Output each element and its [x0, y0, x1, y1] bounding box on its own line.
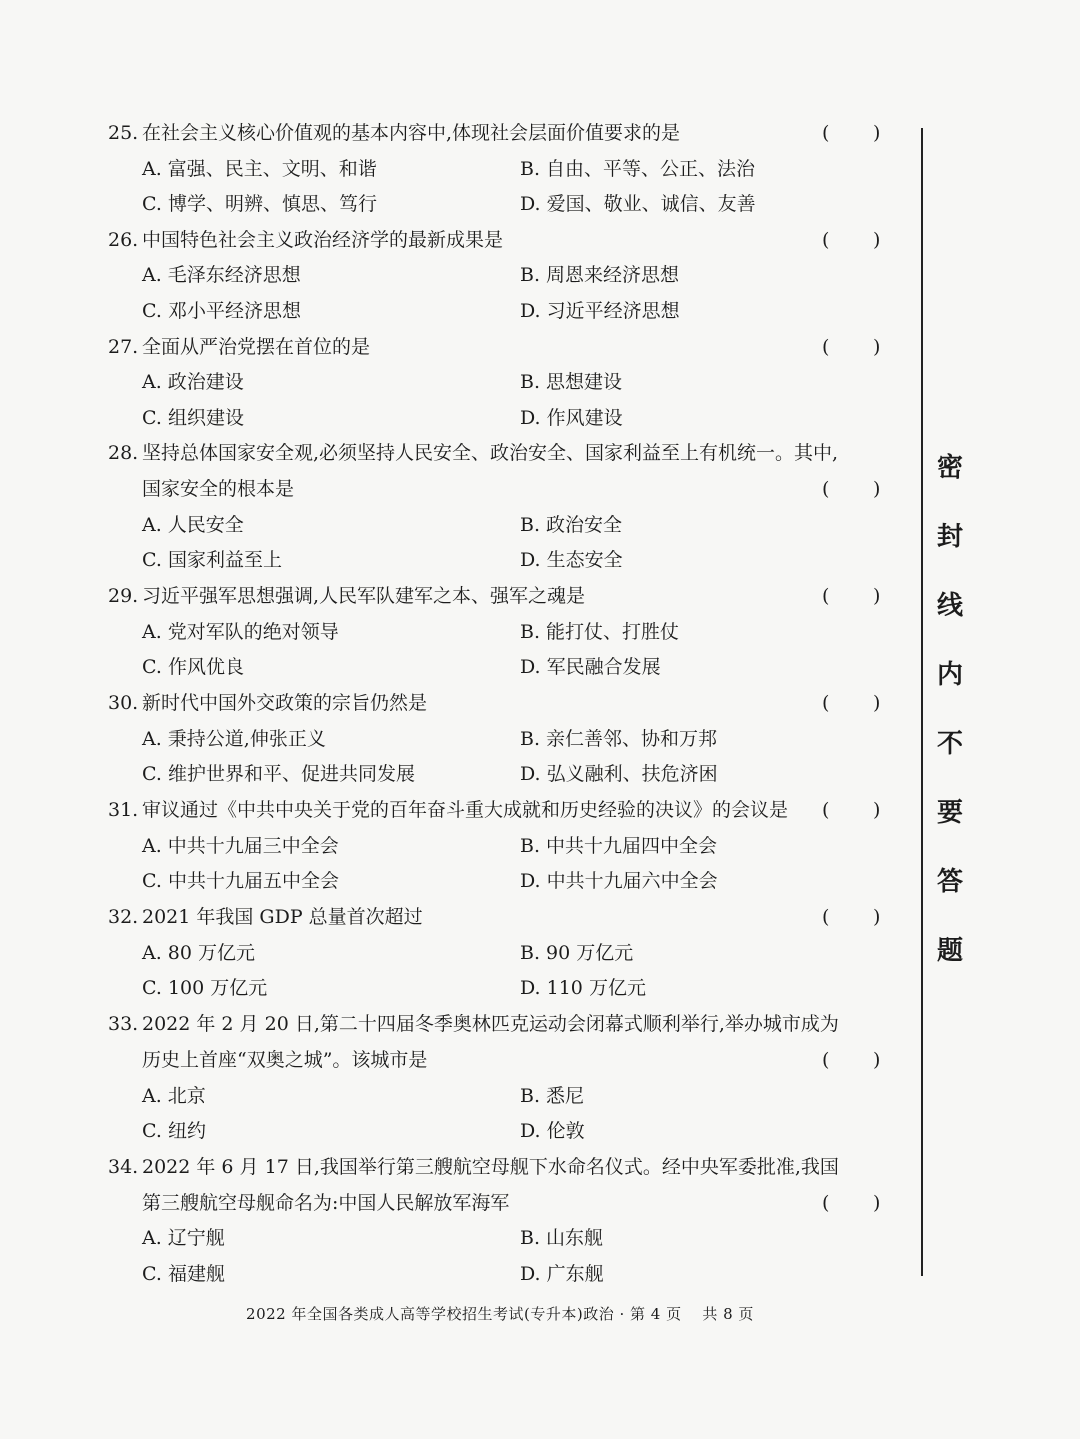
option-b: B. 周恩来经济思想	[520, 264, 680, 286]
option-d: D. 爱国、敬业、诚信、友善	[520, 193, 756, 215]
option-d: D. 军民融合发展	[520, 656, 661, 678]
question-32	[0, 899, 920, 935]
answer-paren-open: (	[822, 336, 830, 358]
options-row	[0, 863, 920, 899]
question-stem: 习近平强军思想强调,人民军队建军之本、强军之魂是	[142, 585, 586, 607]
question-28-cont	[0, 471, 920, 507]
option-b: B. 思想建设	[520, 371, 623, 393]
options-row	[0, 257, 920, 293]
option-b: B. 亲仁善邻、协和万邦	[520, 728, 718, 750]
option-a: A. 80 万亿元	[142, 942, 256, 964]
question-number: 27.	[108, 336, 139, 358]
question-25	[0, 115, 920, 151]
answer-paren-close: )	[873, 906, 881, 928]
option-b: B. 自由、平等、公正、法治	[520, 158, 756, 180]
answer-paren-close: )	[873, 799, 881, 821]
answer-paren-open: (	[822, 122, 830, 144]
question-33	[0, 1006, 920, 1042]
question-number: 33.	[108, 1013, 139, 1035]
seal-char: 答	[936, 867, 963, 897]
question-34-cont	[0, 1185, 920, 1221]
options-row	[0, 828, 920, 864]
answer-paren-close: )	[873, 229, 881, 251]
options-row	[0, 400, 920, 436]
seal-char: 内	[936, 660, 963, 690]
question-31	[0, 792, 920, 828]
options-row	[0, 507, 920, 543]
option-c: C. 福建舰	[142, 1263, 225, 1285]
options-row	[0, 364, 920, 400]
question-number: 31.	[108, 799, 139, 821]
question-number: 32.	[108, 906, 139, 928]
option-d: D. 习近平经济思想	[520, 300, 680, 322]
question-number: 29.	[108, 585, 139, 607]
option-a: A. 北京	[142, 1085, 206, 1107]
answer-paren-open: (	[822, 1192, 830, 1214]
seal-char: 密	[936, 453, 963, 483]
options-row	[0, 935, 920, 971]
question-stem: 审议通过《中共中央关于党的百年奋斗重大成就和历史经验的决议》的会议是	[142, 799, 789, 821]
question-number: 25.	[108, 122, 139, 144]
answer-paren-open: (	[822, 692, 830, 714]
seal-line-divider	[921, 128, 923, 1276]
option-d: D. 广东舰	[520, 1263, 604, 1285]
seal-char: 题	[936, 936, 963, 966]
option-c: C. 作风优良	[142, 656, 244, 678]
question-stem: 坚持总体国家安全观,必须坚持人民安全、政治安全、国家利益至上有机统一。其中,	[142, 442, 839, 464]
option-b: B. 悉尼	[520, 1085, 585, 1107]
answer-paren-open: (	[822, 1049, 830, 1071]
option-b: B. 能打仗、打胜仗	[520, 621, 680, 643]
option-d: D. 110 万亿元	[520, 977, 646, 999]
options-row	[0, 970, 920, 1006]
answer-paren-open: (	[822, 229, 830, 251]
option-d: D. 伦敦	[520, 1120, 585, 1142]
option-a: A. 人民安全	[142, 514, 244, 536]
answer-paren-close: )	[873, 585, 881, 607]
option-b: B. 山东舰	[520, 1227, 604, 1249]
option-b: B. 中共十九届四中全会	[520, 835, 718, 857]
option-a: A. 中共十九届三中全会	[142, 835, 339, 857]
seal-text	[930, 448, 970, 1000]
answer-paren-open: (	[822, 585, 830, 607]
option-d: D. 弘义融利、扶危济困	[520, 763, 718, 785]
question-stem-cont: 第三艘航空母舰命名为:中国人民解放军海军	[142, 1192, 510, 1214]
question-28	[0, 435, 920, 471]
question-26	[0, 222, 920, 258]
option-c: C. 纽约	[142, 1120, 206, 1142]
question-stem: 2022 年 2 月 20 日,第二十四届冬季奥林匹克运动会闭幕式顺利举行,举办城市成为	[142, 1013, 839, 1035]
option-c: C. 国家利益至上	[142, 549, 282, 571]
option-d: D. 作风建设	[520, 407, 623, 429]
answer-paren-open: (	[822, 906, 830, 928]
options-row	[0, 542, 920, 578]
option-a: A. 富强、民主、文明、和谐	[142, 158, 377, 180]
option-a: A. 秉持公道,伸张正义	[142, 728, 326, 750]
options-row	[0, 151, 920, 187]
answer-paren-close: )	[873, 692, 881, 714]
option-a: A. 党对军队的绝对领导	[142, 621, 339, 643]
option-c: C. 维护世界和平、促进共同发展	[142, 763, 415, 785]
options-row	[0, 649, 920, 685]
seal-char: 封	[936, 522, 963, 552]
option-c: C. 中共十九届五中全会	[142, 870, 339, 892]
seal-char: 不	[936, 729, 963, 759]
answer-paren-close: )	[873, 1049, 881, 1071]
answer-paren-close: )	[873, 336, 881, 358]
options-row	[0, 293, 920, 329]
question-stem-cont: 国家安全的根本是	[142, 478, 295, 500]
option-c: C. 100 万亿元	[142, 977, 268, 999]
answer-paren-close: )	[873, 1192, 881, 1214]
answer-paren-close: )	[873, 478, 881, 500]
question-30	[0, 685, 920, 721]
option-c: C. 组织建设	[142, 407, 244, 429]
question-stem: 2022 年 6 月 17 日,我国举行第三艘航空母舰下水命名仪式。经中央军委批准,我国	[142, 1156, 839, 1178]
option-d: D. 中共十九届六中全会	[520, 870, 718, 892]
question-number: 34.	[108, 1156, 139, 1178]
options-row	[0, 1220, 920, 1256]
answer-paren-open: (	[822, 478, 830, 500]
question-stem: 全面从严治党摆在首位的是	[142, 336, 371, 358]
question-number: 26.	[108, 229, 139, 251]
question-27	[0, 329, 920, 365]
question-34	[0, 1149, 920, 1185]
options-row	[0, 614, 920, 650]
options-row	[0, 1078, 920, 1114]
answer-paren-close: )	[873, 122, 881, 144]
question-number: 30.	[108, 692, 139, 714]
question-number: 28.	[108, 442, 139, 464]
options-row	[0, 1113, 920, 1149]
question-29	[0, 578, 920, 614]
seal-char: 线	[936, 591, 963, 621]
question-stem: 在社会主义核心价值观的基本内容中,体现社会层面价值要求的是	[142, 122, 681, 144]
option-a: A. 辽宁舰	[142, 1227, 225, 1249]
options-row	[0, 186, 920, 222]
option-b: B. 90 万亿元	[520, 942, 634, 964]
option-c: C. 邓小平经济思想	[142, 300, 301, 322]
question-stem-cont: 历史上首座“双奥之城”。该城市是	[142, 1049, 428, 1071]
answer-paren-open: (	[822, 799, 830, 821]
options-row	[0, 1256, 920, 1292]
options-row	[0, 721, 920, 757]
option-c: C. 博学、明辨、慎思、笃行	[142, 193, 377, 215]
option-b: B. 政治安全	[520, 514, 623, 536]
question-33-cont	[0, 1042, 920, 1078]
seal-char: 要	[936, 798, 963, 828]
option-a: A. 政治建设	[142, 371, 244, 393]
option-a: A. 毛泽东经济思想	[142, 264, 301, 286]
question-stem: 新时代中国外交政策的宗旨仍然是	[142, 692, 428, 714]
question-stem: 2021 年我国 GDP 总量首次超过	[142, 906, 423, 928]
option-d: D. 生态安全	[520, 549, 623, 571]
question-stem: 中国特色社会主义政治经济学的最新成果是	[142, 229, 504, 251]
page-footer: 2022 年全国各类成人高等学校招生考试(专升本)政治 · 第 4 页 共 8 页	[246, 1305, 754, 1323]
options-row	[0, 756, 920, 792]
